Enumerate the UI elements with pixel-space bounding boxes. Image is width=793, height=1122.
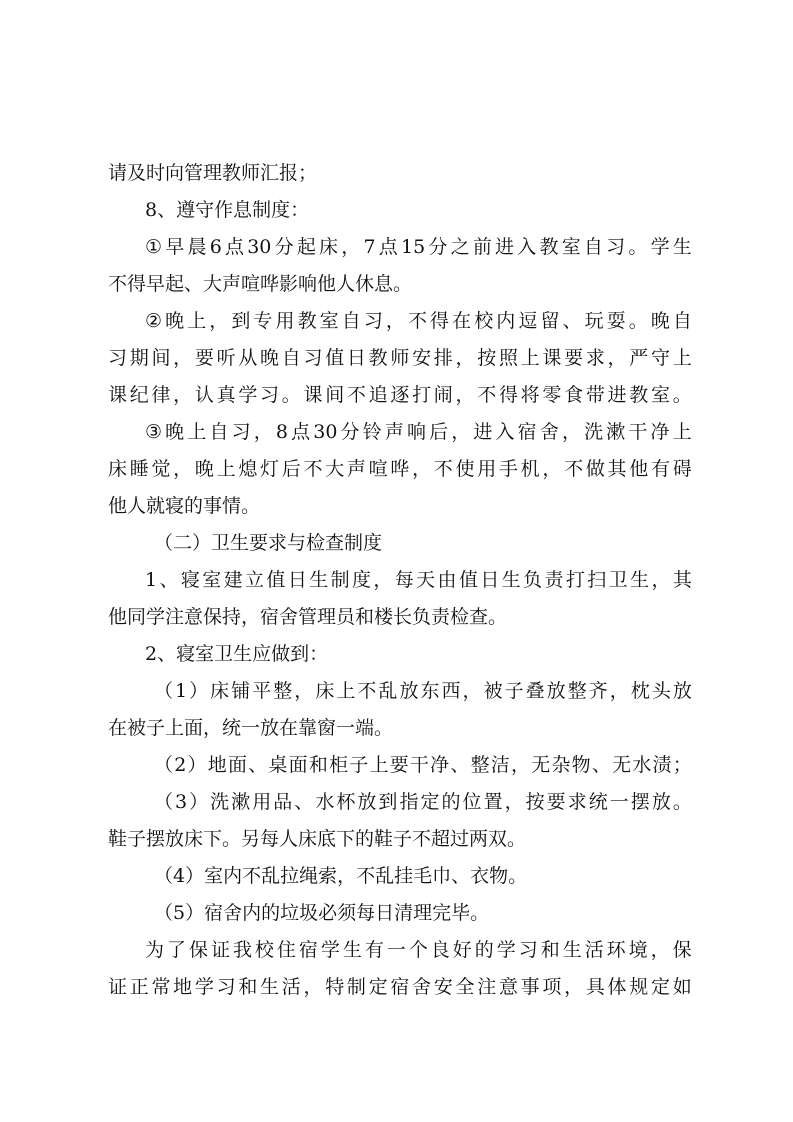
paragraph-line: 他同学注意保持，宿舍管理员和楼长负责检查。: [108, 606, 508, 628]
paragraph-line: （ 1 ） 床 铺 平 整 ， 床 上 不 乱 放 东 西 ， 被 子 叠 放 整 齐 ， 枕 头 放: [154, 680, 692, 702]
paragraph-line: 在被子上面，统一放在靠窗一端。: [108, 717, 394, 739]
paragraph-line: （ 3 ） 洗 漱 用 品 、 水 杯 放 到 指 定 的 位 置 ， 按 要 求 统 一 摆 放 。: [154, 791, 692, 813]
paragraph-line: 鞋子摆放床下。另每人床底下的鞋子不超过两双。: [108, 828, 527, 850]
paragraph-line: 2、寝室卫生应做到：: [145, 643, 329, 665]
paragraph-line: 1 、 寝 室 建 立 值 日 生 制 度 ， 每 天 由 值 日 生 负 责 打 扫 卫 生 ， 其: [145, 569, 692, 591]
paragraph-line: ③ 晚 上 自 习 ， 8 点 30 分 铃 声 响 后 ， 进 入 宿 舍 ， 洗 漱 干 净 上: [145, 421, 692, 443]
paragraph-line: （4）室内不乱拉绳索，不乱挂毛巾、衣物。: [154, 865, 528, 887]
paragraph-line: 床 睡 觉 ， 晚 上 熄 灯 后 不 大 声 喧 哗 ， 不 使 用 手 机 ， 不 做 其 他 有 碍: [108, 458, 692, 480]
paragraph-line: 他人就寝的事情。: [108, 495, 261, 517]
paragraph-line: （二）卫生要求与检查制度: [154, 532, 383, 554]
paragraph-line: ② 晚 上 ， 到 专 用 教 室 自 习 ， 不 得 在 校 内 逗 留 、 玩 耍 。 晚 自: [145, 310, 692, 332]
paragraph-line: 习 期 间 ， 要 听 从 晚 自 习 值 日 教 师 安 排 ， 按 照 上 课 要 求 ， 严 守 上: [108, 347, 692, 369]
document-body: [108, 155, 692, 1006]
paragraph-line: （5）宿舍内的垃圾必须每日清理完毕。: [154, 902, 490, 924]
paragraph-line: 课 纪 律 ， 认 真 学 习 。 课 间 不 追 逐 打 闹 ， 不 得 将 零 食 带 进 教 室 。: [108, 384, 692, 406]
paragraph-line: 8、遵守作息制度：: [145, 199, 310, 221]
paragraph-line: 证 正 常 地 学 习 和 生 活 ， 特 制 定 宿 舍 安 全 注 意 事 项 ， 具 体 规 定 如: [108, 976, 692, 998]
paragraph-line: 请及时向管理教师汇报；: [108, 162, 318, 184]
paragraph-line: 不得早起、大声喧哗影响他人休息。: [108, 273, 413, 295]
paragraph-line: ① 早 晨 6 点 30 分 起 床 ， 7 点 15 分 之 前 进 入 教 室 自 习 。 学 生: [145, 236, 692, 258]
paragraph-line: 为 了 保 证 我 校 住 宿 学 生 有 一 个 良 好 的 学 习 和 生 活 环 境 ， 保: [145, 939, 692, 961]
paragraph-line: （ 2 ） 地 面 、 桌 面 和 柜 子 上 要 干 净 、 整 洁 ， 无 杂 物 、 无 水 渍 ；: [154, 754, 692, 776]
